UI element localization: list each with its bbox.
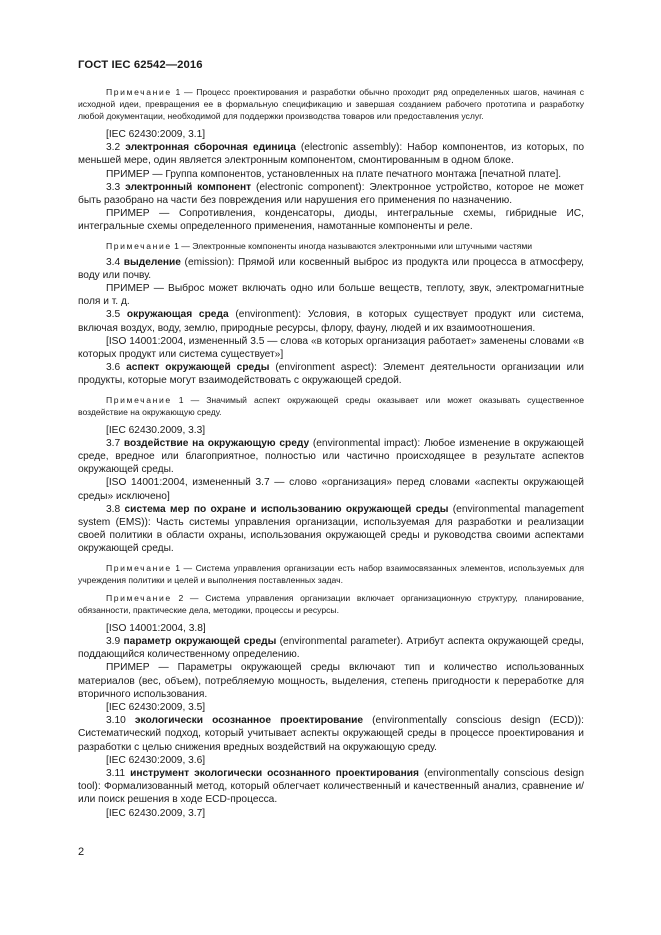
note-text: 1 — Система управления организации есть набор взаимосвязанных элементов, используемых для учреждения политики и целей и выполнения поставленных задач. [78, 562, 584, 585]
term-title: воздействие на окружающую среду [123, 437, 310, 449]
definition-3-3 [78, 181, 584, 207]
note-text: 1 — Процесс проектирования и разработки обычно проходит ряд определенных шагов, начиная с исходной идеи, превращения ее в формальную спецификацию и завершая созданием рабочего прототипа и разработку любой документации, необходимой для поддержки производства товаров или предоставления услуг. [78, 87, 584, 121]
definition-3-8 [78, 503, 584, 556]
reference-paragraph [78, 807, 584, 820]
term-number: 3.6 [106, 362, 127, 374]
term-number: 3.7 [106, 437, 124, 449]
term-definition: (electronic component): Электронное устройство, которое не может быть разобрано на части без повреждения или нарушения его применения по назначению. [78, 181, 584, 207]
term-definition: (emission): Прямой или косвенный выброс из продукта или процесса в атмосферу, воду или почву. [78, 256, 584, 281]
definition-3-9 [78, 635, 584, 661]
page-number: 2 [78, 846, 85, 858]
note-text: 1 — Электронные компоненты иногда называются электронными или штучными частями [171, 240, 533, 251]
paragraph-text: [IEC 62430:2009, 3.5] [106, 701, 206, 713]
term-number: 3.5 [106, 309, 127, 321]
note-text: 2 — Система управления организации включает организационную структуру, планирование, обязанности, практические дела, методики, процессы и ресурсы. [78, 592, 584, 615]
term-title: система мер по охране и использованию окружающей среды [124, 503, 449, 515]
reference-paragraph [78, 335, 584, 361]
example-paragraph [78, 168, 584, 181]
term-number: 3.2 [106, 142, 126, 154]
term-definition: (electronic assembly): Набор компонентов, из которых, по меньшей мере, один является электронным компонентом, смонтированным в одном блоке. [78, 142, 584, 167]
paragraph-text: [IEC 62430:2009, 3.6] [106, 754, 206, 766]
note-label: Примечание [106, 562, 172, 573]
term-title: электронный компонент [125, 181, 252, 193]
term-title: параметр окружающей среды [123, 635, 277, 647]
term-definition: (environmentally conscious design (ECD)): Систематический подход, который учитывает аспекты окружающей среды в процессе проектирования и разработки с целью снижения вредных воздействий на окружающую среду. [78, 715, 584, 753]
page-header: ГОСТ IEC 62542—2016 [78, 59, 203, 71]
term-title: окружающая среда [126, 309, 229, 321]
term-title: аспект окружающей среды [126, 362, 270, 374]
term-title: выделение [123, 256, 181, 268]
definition-3-5 [78, 308, 584, 334]
paragraph-text: [IEC 62430.2009, 3.3] [106, 424, 206, 436]
term-number: 3.8 [106, 503, 125, 515]
definition-3-2 [78, 141, 584, 167]
term-definition: (environmental impact): Любое изменение в окружающей среде, вредное или благоприятное, полностью или частично происходящее в результате аспектов окружающей среды. [78, 437, 584, 476]
term-number: 3.4 [106, 256, 124, 268]
example-paragraph [78, 282, 584, 308]
paragraph-text: ПРИМЕР — Сопротивления, конденсаторы, диоды, интегральные схемы, гибридные ИС, интегральные схемы определенного применения, намотанные компоненты и реле. [78, 208, 584, 233]
reference-paragraph [78, 128, 584, 141]
note-label: Примечание [106, 394, 172, 405]
term-definition: (environment aspect): Элемент деятельности организации или продукты, которые могут взаимодействовать с окружающей средой. [78, 362, 584, 387]
note-text: 1 — Значимый аспект окружающей среды оказывает или может оказывать существенное воздействие на окружающую среду. [78, 394, 584, 417]
paragraph-text: [IEC 62430.2009, 3.7] [106, 807, 206, 819]
paragraph-text: [ISO 14001:2004, измененный 3.7 — слово «организация» перед словами «аспекты окружающей среды» исключено] [78, 477, 584, 502]
term-title: инструмент экологически осознанного проектирования [130, 767, 419, 779]
note-paragraph [78, 394, 584, 418]
paragraph-text: [ISO 14001:2004, 3.8] [106, 622, 206, 634]
document-body [78, 86, 584, 820]
term-definition: (environmental parameter). Атрибут аспекта окружающей среды, поддающийся количественному определению. [78, 635, 584, 661]
reference-paragraph [78, 701, 584, 714]
reference-paragraph [78, 476, 584, 502]
paragraph-text: ПРИМЕР — Параметры окружающей среды включают тип и количество использованных материалов (вес, объем), потребляемую мощность, выделения, степень пригодности к переработке для вторичного использования. [78, 662, 584, 700]
note-paragraph [78, 562, 584, 586]
term-definition: (environment): Условия, в которых существует продукт или система, включая воздух, воду, землю, природные ресурсы, флору, фауну, людей и их взаимоотношения. [78, 309, 585, 334]
note-label: Примечание [106, 592, 172, 603]
definition-3-6 [78, 361, 584, 387]
definition-3-10 [78, 714, 584, 754]
term-title: экологически осознанное проектирование [134, 715, 364, 727]
paragraph-text: [ISO 14001:2004, измененный 3.5 — слова «в которых организация работает» заменены словами «в которых продукт или система существует»] [78, 335, 584, 361]
note-paragraph [78, 592, 584, 616]
term-number: 3.3 [106, 181, 126, 193]
term-number: 3.9 [106, 635, 124, 647]
term-number: 3.11 [106, 767, 131, 779]
note-paragraph [78, 240, 584, 252]
term-definition: (environmental management system (EMS)): Часть системы управления организации, используемая для разработки и реализации своей политики в области охраны, использования окружающей среды и руководства своими аспектами окружающей среды. [78, 503, 584, 555]
term-title: электронная сборочная единица [125, 142, 296, 154]
reference-paragraph [78, 754, 584, 767]
definition-3-4 [78, 256, 584, 282]
definition-3-11 [78, 767, 584, 807]
paragraph-text: ПРИМЕР — Группа компонентов, установленных на плате печатного монтажа [печатной плате]. [106, 168, 562, 180]
reference-paragraph [78, 424, 584, 437]
reference-paragraph [78, 622, 584, 635]
note-label: Примечание [106, 87, 172, 97]
example-paragraph [78, 661, 584, 701]
paragraph-text: ПРИМЕР — Выброс может включать одно или больше веществ, теплоту, звук, электромагнитные поля и т. д. [78, 283, 584, 308]
term-definition: (environmentally conscious design tool): Формализованный метод, который облегчает количественный и качественный анализ, сравнение и/или поиск решения в ходе ECD-процесса. [78, 767, 584, 806]
example-paragraph [78, 207, 584, 233]
definition-3-7 [78, 437, 584, 477]
note-paragraph [78, 86, 584, 122]
note-label: Примечание [106, 240, 172, 251]
paragraph-text: [IEC 62430:2009, 3.1] [106, 129, 206, 140]
term-number: 3.10 [106, 715, 135, 727]
